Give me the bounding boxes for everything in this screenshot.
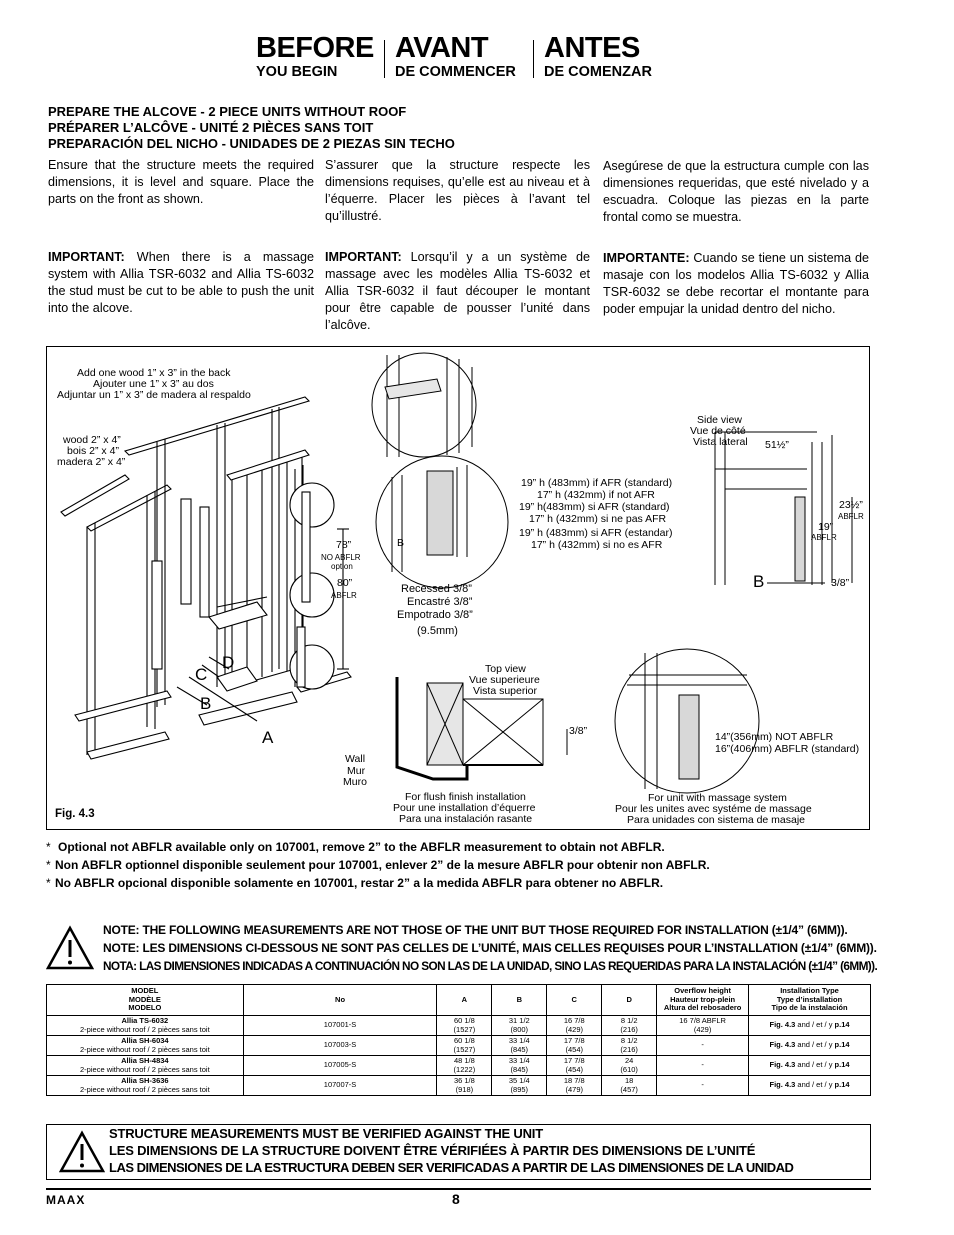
important-label: IMPORTANTE:: [603, 251, 690, 265]
table-row: [47, 1016, 871, 1036]
side-height-51: 51½”: [765, 439, 789, 451]
add-wood-label-fr: Ajouter une 1” x 3” au dos: [93, 378, 214, 390]
footnotes: [46, 838, 710, 892]
footnote-text: No ABFLR opcional disponible solamente en 107001, restar 2” a la medida ABFLR para obtener no ABFLR.: [55, 876, 664, 890]
figure-4-3: [46, 346, 870, 830]
cell-c: 18 7/8 (479): [547, 1076, 602, 1096]
cell-d: 18 (457): [602, 1076, 657, 1096]
warning-en: STRUCTURE MEASUREMENTS MUST BE VERIFIED AGAINST THE UNIT: [109, 1126, 543, 1141]
cell-model: Allia SH-3636 2-piece without roof / 2 pièces sans toit: [47, 1076, 244, 1096]
massage-detail-drawing: [615, 649, 759, 793]
important-text: Cuando se tiene un sistema de masaje con los modelos Allia TS-6032 y Allia TSR-6032 se debe recortar el montante para poder empujar la unidad dentro del nicho.: [603, 251, 869, 316]
footnote-mark: *: [46, 876, 51, 890]
table-row: [47, 1076, 871, 1096]
cell-overflow: -: [657, 1076, 749, 1096]
add-wood-label-en: Add one wood 1” x 3” in the back: [77, 367, 231, 379]
cell-no: 107001-S: [243, 1016, 437, 1036]
side-38: 3/8”: [831, 577, 850, 589]
wall-fr: Mur: [347, 765, 366, 777]
flush-fr: Pour une installation d’équerre: [393, 802, 536, 814]
section-title-en: PREPARE THE ALCOVE - 2 PIECE UNITS WITHOUT ROOF: [48, 104, 407, 119]
header-before: BEFORE: [256, 32, 374, 64]
side-view-en: Side view: [697, 414, 742, 426]
note-es: NOTA: LAS DIMENSIONES INDICADAS A CONTINUACIÓN NO SON LAS DE LA UNIDAD, SINO LAS REQUERIDAS PARA LA INSTALACIÓN (±1/4” (6MM)).: [103, 959, 878, 973]
structure-warning-box: [46, 1124, 871, 1180]
wall-en: Wall: [345, 753, 366, 765]
wood-label-en: wood 2” x 4”: [63, 434, 121, 446]
afr-line-2: 17” h (432mm) if not AFR: [537, 489, 655, 501]
measurement-note: [103, 921, 877, 975]
cell-a: 48 1/8 (1222): [437, 1056, 492, 1076]
header-a: A: [437, 985, 492, 1016]
header-avant-sub: DE COMMENCER: [395, 64, 516, 80]
side-view-drawing: [715, 432, 852, 585]
structure-warning-text: [109, 1125, 793, 1176]
warning-icon: [59, 1130, 105, 1174]
massage-fr: Pour les unites avec systéme de massage: [615, 803, 812, 815]
wood-detail-drawing: [372, 353, 476, 457]
measurements-table: [46, 984, 871, 1096]
wall-es: Muro: [343, 776, 367, 788]
footer-rule: [46, 1188, 871, 1190]
footnote-mark: *: [46, 840, 51, 854]
paragraph-es: Asegúrese de que la estructura cumple con las dimensiones requeridas, que esté nivelado y a escuadra. Coloque las piezas en la parte frontal como se muestra.: [603, 159, 869, 224]
cell-no: 107005-S: [243, 1056, 437, 1076]
header-c: C: [547, 985, 602, 1016]
cell-overflow: -: [657, 1056, 749, 1076]
cell-install: Fig. 4.3 and / et / y p.14: [749, 1056, 871, 1076]
cell-overflow: -: [657, 1036, 749, 1056]
brand-logo: MAAX: [46, 1193, 86, 1207]
top-38: 3/8”: [569, 725, 588, 737]
header-divider: [533, 40, 534, 78]
cell-a: 36 1/8 (918): [437, 1076, 492, 1096]
header-divider: [384, 40, 385, 78]
section-title-es: PREPARACIÓN DEL NICHO - UNIDADES DE 2 PIEZAS SIN TECHO: [48, 136, 455, 151]
massage-en: For unit with massage system: [648, 792, 787, 804]
important-fr: [325, 249, 590, 334]
add-wood-label-es: Adjuntar un 1” x 3” de madera al respaldo: [57, 389, 251, 401]
cell-model: Allia SH-6034 2-piece without roof / 2 pièces sans toit: [47, 1036, 244, 1056]
header-overflow: Overflow height Hauteur trop-plein Altura del rebosadero: [657, 985, 749, 1016]
footnote-es: [46, 874, 710, 892]
cell-install: Fig. 4.3 and / et / y p.14: [749, 1016, 871, 1036]
dimension-d: D: [222, 653, 235, 672]
height-78-sub2: option: [331, 562, 353, 571]
cell-install: Fig. 4.3 and / et / y p.14: [749, 1036, 871, 1056]
warning-icon: [46, 925, 94, 971]
cell-model: Allia SH-4834 2-piece without roof / 2 pièces sans toit: [47, 1056, 244, 1076]
header-model: MODEL MODÈLE MODELO: [47, 985, 244, 1016]
afr-line-1: 19” h (483mm) if AFR (standard): [521, 477, 673, 489]
cell-overflow: 16 7/8 ABFLR (429): [657, 1016, 749, 1036]
important-label: IMPORTANT:: [325, 250, 402, 264]
height-80: 80”: [337, 577, 353, 589]
recessed-es: Empotrado 3/8”: [397, 609, 473, 621]
side-height-23-sub: ABFLR: [838, 512, 864, 521]
side-view-es: Vista lateral: [693, 436, 748, 448]
header-antes: ANTES: [544, 32, 640, 64]
footnote-fr: [46, 856, 710, 874]
figure-caption: Fig. 4.3: [55, 808, 95, 820]
note-en: NOTE: THE FOLLOWING MEASUREMENTS ARE NOT THOSE OF THE UNIT BUT THOSE REQUIRED FOR INSTALLATION (±1/4” (6MM)).: [103, 923, 848, 937]
side-b: B: [753, 572, 765, 591]
detail-b: B: [397, 537, 405, 549]
top-view-en: Top view: [485, 663, 526, 675]
dimension-a: A: [262, 728, 274, 747]
cell-install: Fig. 4.3 and / et / y p.14: [749, 1076, 871, 1096]
afr-line-5: 19” h (483mm) si AFR (estandar): [519, 527, 673, 539]
afr-detail-drawing: [376, 456, 508, 588]
cell-b: 35 1/4 (895): [492, 1076, 547, 1096]
afr-line-6: 17” h (432mm) si no es AFR: [531, 539, 663, 551]
cell-d: 24 (610): [602, 1056, 657, 1076]
paragraph-fr: S’assurer que la structure respecte les dimensions requises, qu’elle est au niveau et à l’équerre. Placer les pièces à l’avant tel qu’illustré.: [325, 158, 590, 223]
important-en: [48, 249, 314, 317]
cell-no: 107007-S: [243, 1076, 437, 1096]
header-before-sub: YOU BEGIN: [256, 64, 338, 80]
height-78: 78”: [336, 539, 352, 551]
cell-c: 17 7/8 (454): [547, 1056, 602, 1076]
important-label: IMPORTANT:: [48, 250, 125, 264]
warning-fr: LES DIMENSIONS DE LA STRUCTURE DOIVENT ÊTRE VÉRIFIÉES À PARTIR DES DIMENSIONS DE L’UNITÉ: [109, 1143, 756, 1158]
top-view-es: Vista superior: [473, 685, 538, 697]
table-header-row: [47, 985, 871, 1016]
recessed-mm: (9.5mm): [417, 625, 458, 637]
important-text: Lorsqu’il y a un système de massage avec les modèles Allia TS-6032 et Allia TSR-6032 il faut découper le montant pour être capable de pousser l’unité dans l’alcôve.: [325, 250, 590, 332]
header-install: Installation Type Type d’installation Tipo de la instalación: [749, 985, 871, 1016]
header-avant: AVANT: [395, 32, 489, 64]
afr-line-4: 17” h (432mm) si ne pas AFR: [529, 513, 667, 525]
important-es: [603, 250, 869, 318]
dimension-c: C: [195, 665, 208, 684]
warning-es: LAS DIMENSIONES DE LA ESTRUCTURA DEBEN SER VERIFICADAS A PARTIR DE LAS DIMENSIONES DE LA UNIDAD: [109, 1160, 794, 1175]
side-height-19-sub: ABFLR: [811, 533, 837, 542]
wood-label-fr: bois 2” x 4”: [67, 445, 119, 457]
cell-b: 33 1/4 (845): [492, 1056, 547, 1076]
massage-height-2: 16”(406mm) ABFLR (standard): [715, 743, 860, 755]
header-b: B: [492, 985, 547, 1016]
height-78-sub: NO ABFLR: [321, 553, 361, 562]
footnote-text: Optional not ABFLR available only on 107001, remove 2” to the ABFLR measurement to obtain not ABFLR.: [58, 840, 665, 854]
side-view-fr: Vue de côté: [690, 425, 746, 437]
massage-height-1: 14”(356mm) NOT ABFLR: [715, 731, 834, 743]
paragraph-en: Ensure that the structure meets the required dimensions, it is level and square. Place the parts on the front as shown.: [48, 158, 314, 206]
page-number: 8: [452, 1191, 460, 1207]
cell-c: 16 7/8 (429): [547, 1016, 602, 1036]
important-text: When there is a massage system with Allia TSR-6032 and Allia TS-6032 the stud must be cut to be able to push the unit into the alcove.: [48, 250, 314, 315]
top-view-fr: Vue superieure: [469, 674, 540, 686]
header-antes-sub: DE COMENZAR: [544, 64, 652, 80]
cell-model: Allia TS-6032 2-piece without roof / 2 pièces sans toit: [47, 1016, 244, 1036]
footnote-text: Non ABFLR optionnel disponible seulement pour 107001, enlever 2” de la mesure ABFLR pour obtenir non ABFLR.: [55, 858, 710, 872]
dimension-b: B: [200, 694, 212, 713]
side-height-19: 19”: [818, 521, 834, 533]
note-fr: NOTE: LES DIMENSIONS CI-DESSOUS NE SONT PAS CELLES DE L’UNITÉ, MAIS CELLES REQUISES POUR L’INSTALLATION (±1/4” (6MM)).: [103, 941, 877, 955]
flush-en: For flush finish installation: [405, 791, 526, 803]
footnote-mark: *: [46, 858, 51, 872]
cell-b: 31 1/2 (800): [492, 1016, 547, 1036]
cell-d: 8 1/2 (216): [602, 1036, 657, 1056]
side-height-23: 23½”: [839, 499, 863, 511]
flush-es: Para una instalación rasante: [399, 813, 533, 825]
header-d: D: [602, 985, 657, 1016]
cell-c: 17 7/8 (454): [547, 1036, 602, 1056]
wood-label-es: madera 2” x 4”: [57, 456, 126, 468]
table-row: [47, 1056, 871, 1076]
height-80-sub: ABFLR: [331, 591, 357, 600]
header-no: No: [243, 985, 437, 1016]
massage-es: Para unidades con sistema de masaje: [627, 814, 806, 826]
cell-a: 60 1/8 (1527): [437, 1036, 492, 1056]
table-row: [47, 1036, 871, 1056]
section-title-fr: PRÉPARER L’ALCÔVE - UNITÉ 2 PIÈCES SANS TOIT: [48, 120, 374, 135]
cell-d: 8 1/2 (216): [602, 1016, 657, 1036]
footnote-en: [46, 838, 710, 856]
cell-a: 60 1/8 (1527): [437, 1016, 492, 1036]
afr-line-3: 19” h(483mm) si AFR (standard): [519, 501, 670, 513]
recessed-en: Recessed 3/8”: [401, 583, 472, 595]
cell-b: 33 1/4 (845): [492, 1036, 547, 1056]
cell-no: 107003-S: [243, 1036, 437, 1056]
recessed-fr: Encastré 3/8”: [407, 596, 473, 608]
